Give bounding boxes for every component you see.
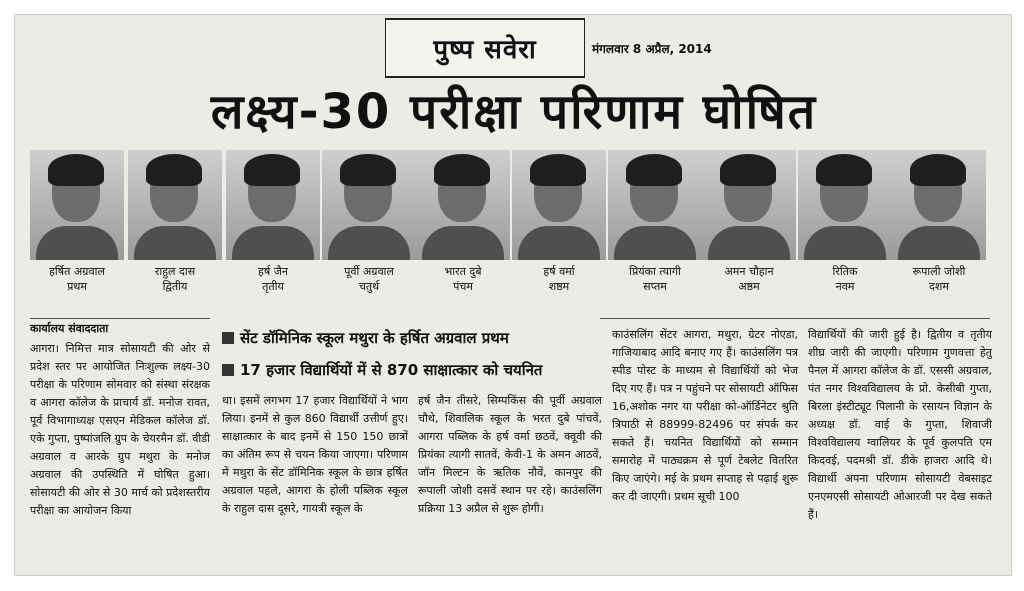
student-rank: द्वितीय	[162, 280, 188, 293]
student-photo	[226, 150, 320, 260]
student-card	[30, 150, 124, 294]
student-card	[608, 150, 702, 294]
student-card	[416, 150, 510, 294]
headline	[34, 78, 994, 142]
rule-left	[30, 318, 210, 319]
subheading-1: सेंट डॉमिनिक स्कूल मथुरा के हर्षित अग्रवाल प्रथम	[222, 328, 509, 348]
student-name: हर्ष जैन	[258, 265, 288, 278]
student-card	[128, 150, 222, 294]
student-card	[702, 150, 796, 294]
student-card	[226, 150, 320, 294]
dateline: मंगलवार 8 अप्रैल, 2014	[592, 42, 712, 56]
student-card	[892, 150, 986, 294]
subheading-2: 17 हजार विद्यार्थियों में से 870 साक्षात्कार को चयनित	[222, 360, 542, 380]
column-3: हर्ष जैन तीसरे, सिम्पकिंस की पूर्वी अग्रवाल चौथे, शिवालिक स्कूल के भरत दुबे पांचवें, आगरा पब्लिक के हर्ष वर्मा छठवें, क्वूवी की प्रियंका त्यागी सातवें, केवी-1 के अमन आठवें, जॉन मिल्टन के ऋतिक नौवें, कानपुर की रूपाली जोशी दसवें स्थान पर रहे। काउंसलिंग प्रक्रिया 13 अप्रैल से शुरू होगी।	[418, 394, 602, 515]
student-name: हर्षित अग्रवाल	[49, 265, 105, 278]
column-5: विद्यार्थियों की जारी हुई है। द्वितीय व तृतीय शीघ्र जारी की जाएगी। परिणाम गुणवत्ता हेतु पैनल में आगरा कॉलेज के डॉ. एससी अग्रवाल, पंत नगर विश्वविद्यालय के प्रो. केसीबी गुप्ता, बिरला इंस्टीट्यूट पिलानी के रसायन विज्ञान के अध्यक्ष डॉ. वाई के गुप्ता, शिवाजी विश्वविद्यालय ग्वालियर के पूर्व कुलपति एम किदवई, पदमश्री डॉ. डीके हाजरा आदि थे। विद्यार्थी अपना परिणाम सोसायटी वेबसाइट एनएमएसी सोसायटी ओआरजी पर देख सकते हैं।	[808, 328, 992, 521]
student-name: रितिक	[832, 265, 858, 278]
student-name: राहुल दास	[154, 265, 196, 278]
student-photo	[416, 150, 510, 260]
student-card	[322, 150, 416, 294]
student-photo	[608, 150, 702, 260]
byline: कार्यालय संवाददाता	[30, 322, 109, 335]
student-rank: प्रथम	[67, 280, 87, 293]
student-rank: पंचम	[453, 280, 473, 293]
student-name: प्रियंका त्यागी	[629, 265, 681, 278]
student-name: रूपाली जोशी	[912, 265, 966, 278]
student-name: अमन चौहान	[724, 265, 774, 278]
student-name: भारत दुबे	[444, 265, 482, 278]
student-photos	[30, 150, 992, 300]
student-rank: अष्ठम	[738, 280, 760, 293]
student-name: हर्ष वर्मा	[543, 265, 575, 278]
student-rank: नवम	[835, 280, 855, 293]
student-rank: तृतीय	[262, 280, 284, 293]
student-card	[798, 150, 892, 294]
headline-text: लक्ष्य-30 परीक्षा परिणाम घोषित	[210, 83, 818, 140]
column-1: आगरा। निमित्त मात्र सोसायटी की ओर से प्रदेश स्तर पर आयोजित निःशुल्क लक्ष्य-30 परीक्षा के परिणाम सोमवार को संस्था संरक्षक व आगरा कॉलेज के प्राचार्य डॉ. मनोज रावत, पूर्व विभागाध्यक्ष एसएन मेडिकल कॉलेज डॉ. एके गुप्ता, पुष्पांजलि ग्रुप के चेयरमैन डॉ. वीडी अग्रवाल व आरके ग्रुप मथुरा के मनोज अग्रवाल की उपस्थिति में घोषित हुआ। सोसायटी की ओर से 30 मार्च को प्रदेशस्तरीय परीक्षा का आयोजन किया	[30, 342, 210, 517]
student-photo	[30, 150, 124, 260]
rule-right	[600, 318, 990, 319]
student-photo	[892, 150, 986, 260]
student-photo	[798, 150, 892, 260]
masthead	[385, 18, 585, 78]
student-name: पूर्वी अग्रवाल	[344, 265, 394, 278]
column-4: काउंसलिंग सेंटर आगरा, मथुरा, ग्रेटर नोएडा, गाजियाबाद आदि बनाए गए हैं। काउंसलिंग पत्र स्पीड पोस्ट के माध्यम से विद्यार्थियों को भेज दिए गए हैं। पत्र न पहुंचने पर सोसायटी ऑफिस 16,अशोक नगर या परीक्षा को-ऑर्डिनेटर श्रुति त्रिपाठी से 88999-82496 पर संपर्क कर सकते हैं। चयनित विद्यार्थियों को सम्मान समारोह में पाठ्यक्रम से पूर्ण टेबलेट वितरित किए जाएंगे। मई के प्रथम सप्ताह से पढ़ाई शुरू कर दी जाएगी। प्रथम सूची 100	[612, 328, 798, 503]
masthead-title: पुष्प सवेरा	[433, 35, 537, 65]
student-photo	[702, 150, 796, 260]
student-rank: सप्तम	[643, 280, 667, 293]
student-card	[512, 150, 606, 294]
bullet-icon	[222, 332, 234, 344]
student-rank: शष्ठम	[548, 280, 570, 293]
student-photo	[322, 150, 416, 260]
column-2: था। इसमें लगभग 17 हजार विद्यार्थियों ने भाग लिया। इनमें से कुल 860 विद्यार्थी उत्तीर्ण हुए। साक्षात्कार के बाद इनमें से 150 150 छात्रों का अंतिम रूप से चयन किया जाएगा। परिणाम में मथुरा के सेंट डॉमिनिक स्कूल के छात्र हर्षित अग्रवाल पहले, आगरा के होली पब्लिक स्कूल के राहुल दास दूसरे, गायत्री स्कूल के	[222, 394, 408, 515]
student-rank: दशम	[929, 280, 949, 293]
student-rank: चतुर्थ	[358, 280, 380, 293]
bullet-icon	[222, 364, 234, 376]
student-photo	[512, 150, 606, 260]
student-photo	[128, 150, 222, 260]
